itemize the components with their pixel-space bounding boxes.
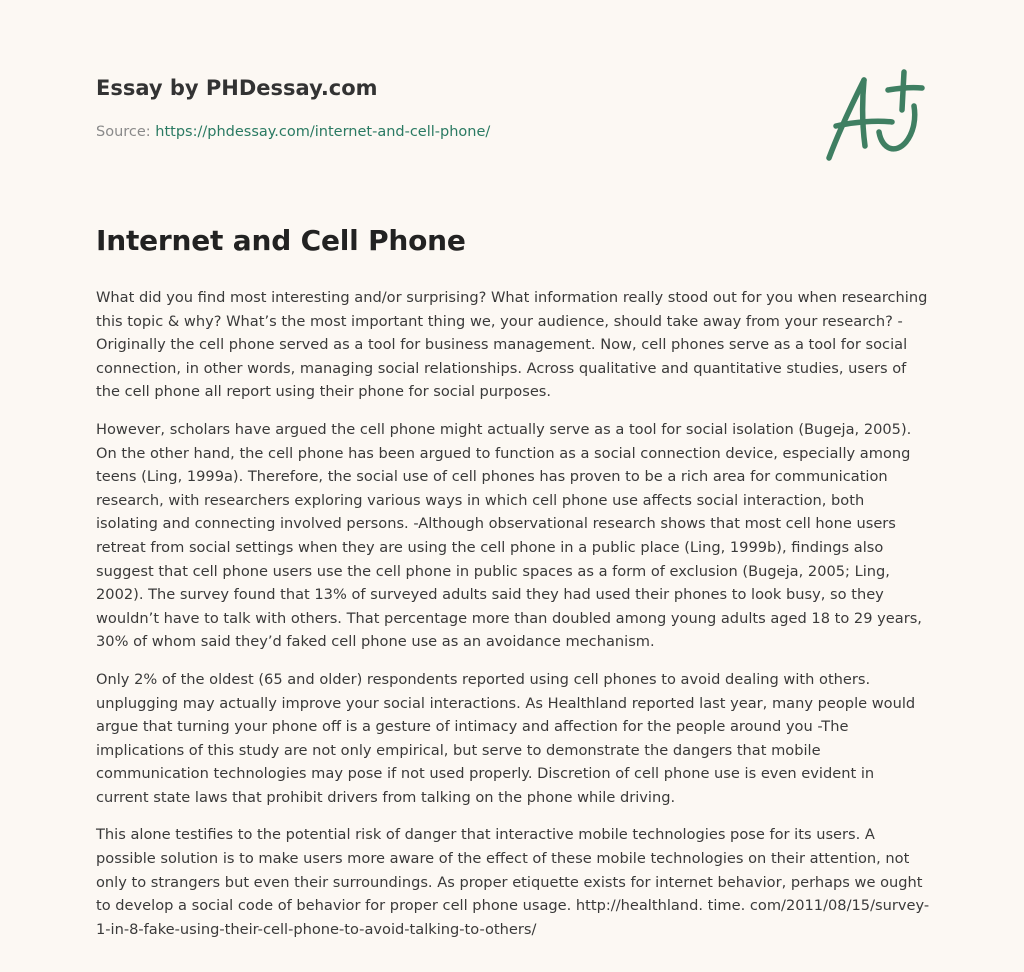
essay-title: Internet and Cell Phone xyxy=(96,224,466,257)
essay-paragraph: However, scholars have argued the cell phone might actually serve as a tool for social isolation (Bugeja, 2005). On the other hand, the cell phone has been argued to function as a social connection device, especially among teens (Ling, 1999a). Therefore, the social use of cell phones has proven to be a rich area for communication research, with researchers exploring various ways in which cell phone use affects social interaction, both isolating and connecting involved persons. -Although observational research shows that most cell hone users retreat from social settings when they are using the cell phone in a public place (Ling, 1999b), findings also suggest that cell phone users use the cell phone in public spaces as a form of exclusion (Bugeja, 2005; Ling, 2002). The survey found that 13% of surveyed adults said they had used their phones to look busy, so they wouldn’t have to talk with others. That percentage more than doubled among young adults aged 18 to 29 years, 30% of whom said they’d faked cell phone use as an avoidance mechanism. xyxy=(96,420,922,651)
source-link[interactable]: https://phdessay.com/internet-and-cell-phone/ xyxy=(155,124,491,140)
essay-paragraph: This alone testifies to the potential risk of danger that interactive mobile technologies pose for its users. A possible solution is to make users more aware of the effect of these mobile technologies on their attention, not only to strangers but even their surroundings. As proper etiquette exists for internet behavior, perhaps we ought to develop a social code of behavior for proper cell phone usage. http://healthland. time. com/2011/08/15/survey-1-in-8-fake-using-their-cell-phone-to-avoid-talking-to-others/ xyxy=(96,826,930,938)
site-title: Essay by PHDessay.com xyxy=(96,76,378,100)
a-plus-grade-icon xyxy=(822,66,932,166)
source-line xyxy=(96,124,490,140)
essay-paragraph: Only 2% of the oldest (65 and older) respondents reported using cell phones to avoid dealing with others. unplugging may actually improve your social interactions. As Healthland reported last year, many people would argue that turning your phone off is a gesture of intimacy and affection for the people around you -The implications of this study are not only empirical, but serve to demonstrate the dangers that mobile communication technologies may pose if not used properly. Discretion of cell phone use is even evident in current state laws that prohibit drivers from talking on the phone while driving. xyxy=(96,670,916,806)
source-label: Source: xyxy=(96,124,156,140)
essay-paragraph: What did you find most interesting and/or surprising? What information really stood out for you when researching this topic & why? What’s the most important thing we, your audience, should take away from your research? -Originally the cell phone served as a tool for business management. Now, cell phones serve as a tool for social connection, in other words, managing social relationships. Across qualitative and quantitative studies, users of the cell phone all report using their phone for social purposes. xyxy=(96,289,928,401)
essay-body xyxy=(96,286,930,955)
